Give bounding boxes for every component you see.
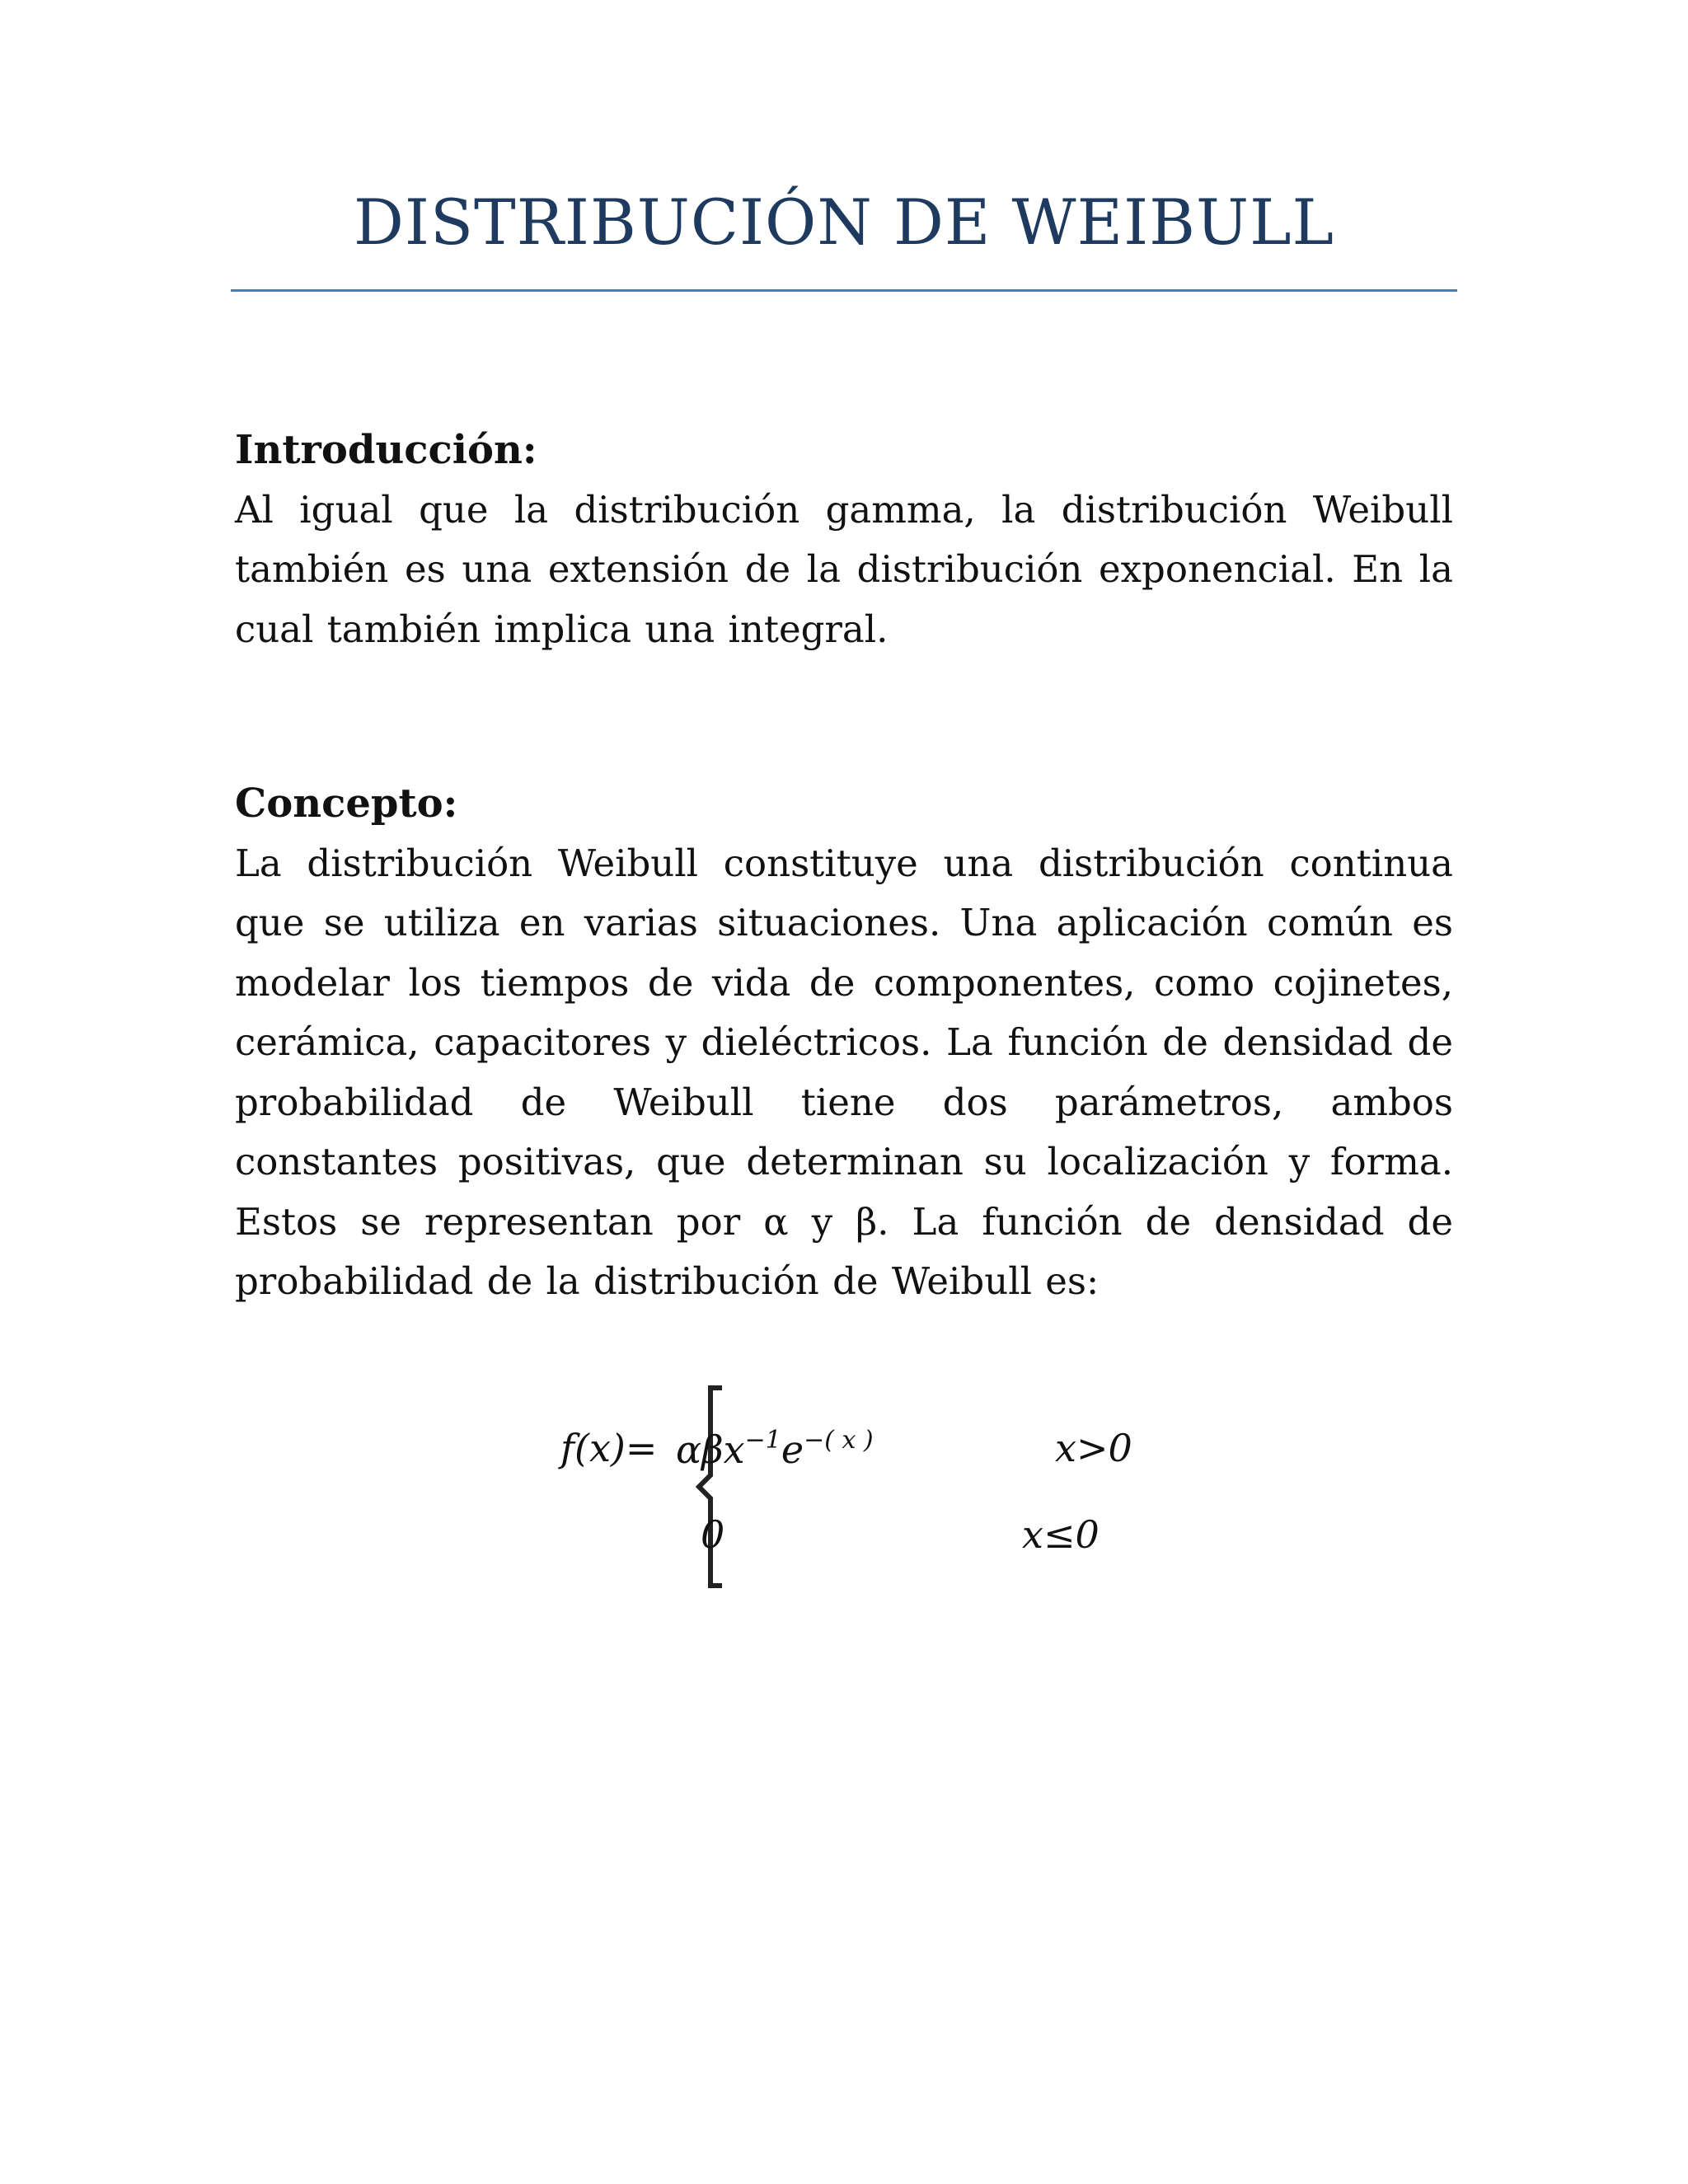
section-concepto <box>235 774 1453 1312</box>
formula-lhs: f(x)= <box>560 1426 658 1470</box>
formula-condition-operator: ≤ <box>1043 1512 1076 1557</box>
title-underline <box>231 289 1457 292</box>
formula-e: e <box>781 1427 804 1472</box>
section-paragraph: Al igual que la distribución gamma, la distribución Weibull también es una extensión de la distribución exponencial. En la cual también implica una integral. <box>235 487 1453 651</box>
formula-exponent-2: −( x ) <box>804 1426 874 1455</box>
formula-alpha-beta: αβ <box>676 1427 724 1472</box>
formula-condition-positive: x>0 <box>1055 1426 1132 1470</box>
section-paragraph: La distribución Weibull constituye una distribución continua que se utiliza en varias situaciones. Una aplicación común es modelar los tiempos de vida de componentes, como cojinetes, cerámica, capacitores y dieléctricos. La función de densidad de probabilidad de Weibull tiene dos parámetros, ambos constantes positivas, que determinan su localización y forma. Estos se representan por α y β. La función de densidad de probabilidad de la distribución de Weibull es: <box>235 841 1453 1303</box>
weibull-pdf-formula <box>560 1385 1137 1599</box>
formula-condition-nonpositive <box>1022 1512 1100 1557</box>
formula-exponent-1: −1 <box>744 1426 781 1455</box>
section-introduccion <box>235 420 1453 659</box>
left-brace-icon <box>684 1385 742 1591</box>
section-heading: Concepto: <box>235 780 458 827</box>
formula-case-positive <box>676 1426 874 1472</box>
formula-case-zero: 0 <box>701 1512 725 1557</box>
section-heading: Introducción: <box>235 427 537 473</box>
formula-condition-value: 0 <box>1075 1512 1100 1557</box>
formula-x: x <box>723 1427 745 1472</box>
document-title: DISTRIBUCIÓN DE WEIBULL <box>353 185 1334 259</box>
formula-condition-x: x <box>1022 1512 1043 1557</box>
